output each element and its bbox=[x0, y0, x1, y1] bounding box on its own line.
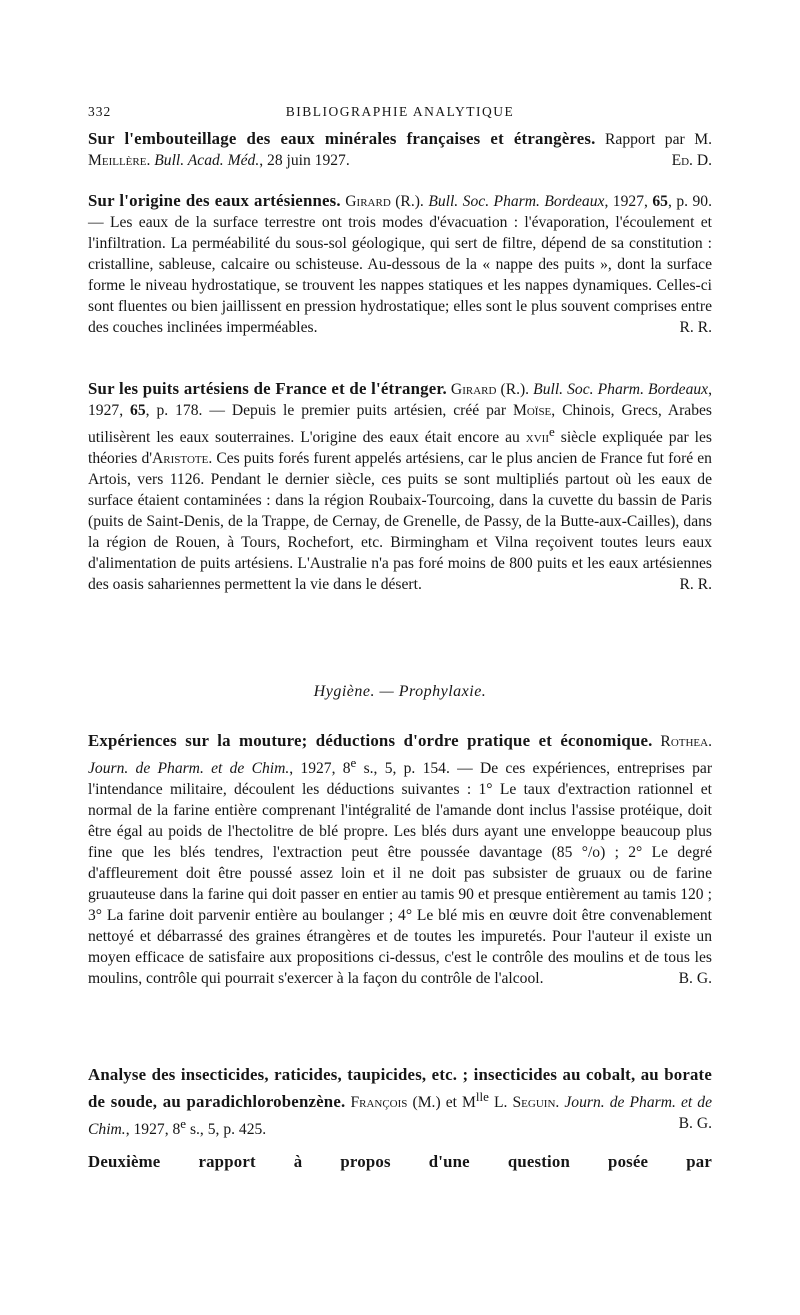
entry-title: Analyse des insecticides, raticides, taupicides, etc. ; insecticides au cobalt, au borate de soude, au paradichlorobenzène. bbox=[88, 1065, 712, 1112]
entry-reference: , p. 178. — bbox=[145, 402, 232, 419]
superscript: e bbox=[350, 755, 357, 770]
volume-number: 65 bbox=[652, 193, 668, 210]
journal-name: Bull. Soc. Pharm. Bordeaux bbox=[533, 381, 709, 398]
entry-eaux-artesiennes bbox=[88, 190, 712, 338]
entry-body: , Chinois, Grecs, Arabes utilisèrent les eaux souterraines. L'origine des eaux était encore au bbox=[88, 402, 712, 447]
entry-title: Sur les puits artésiens de France et de l'étranger. bbox=[88, 379, 447, 398]
author-name: Girard bbox=[446, 381, 497, 398]
entry-insecticides bbox=[88, 1064, 712, 1140]
entry-reference: (R.). bbox=[390, 193, 429, 210]
entry-puits-artesiens bbox=[88, 378, 712, 595]
journal-name: Bull. Acad. Méd. bbox=[154, 152, 260, 169]
entry-reference: L. bbox=[488, 1094, 513, 1112]
journal-name: Bull. Soc. Pharm. Bordeaux bbox=[428, 193, 605, 210]
entry-body: De ces expériences, entreprises par l'intendance militaire, découlent les déductions suivantes : 1° Le taux d'extraction rationnel et normal de la farine entière comprenant l'intégralité de l'amande dont inclus l'assise protéique, doit être égal au poids de l'hectolitre de blé propre. Les blés durs ayant une enveloppe beaucoup plus fine que les blés tendres, l'extraction peut être poussée davantage (85 °/o) ; 2° Le degré d'affleurement doit être poussé assez loin et il ne doit pas subsister de gruaux ou de farine gruauteuse dans la farine qui doit passer en entier au tamis 90 et presque entièrement au tamis 120 ; 3° La farine doit parvenir entière au boulanger ; 4° Le blé mis en œuvre doit être convenablement nettoyé et débarrassé des graines étrangères et de toutes les impuretés. Pour l'auteur il existe un moyen efficace de satisfaire aux propositions ci-dessus, c'est le contrôle des moulins et de tous les moulins, contrôle qui pourrait s'exercer à la façon du contrôle de l'alcool. bbox=[88, 760, 713, 988]
entry-title: Sur l'embouteillage des eaux minérales françaises et étrangères. bbox=[88, 129, 596, 148]
name-moise: Moïse bbox=[512, 402, 552, 419]
author-name: Seguin bbox=[512, 1094, 556, 1112]
signature: R. R. bbox=[679, 576, 712, 594]
entry-reference: , 1927, 8 bbox=[289, 760, 351, 778]
superscript: e bbox=[549, 424, 555, 439]
section-heading: Hygiène. — Prophylaxie. bbox=[313, 683, 487, 700]
page-number: 332 bbox=[88, 104, 112, 119]
volume-number: 65 bbox=[130, 402, 146, 419]
signature: B. G. bbox=[678, 970, 712, 988]
entry-title: Sur l'origine des eaux artésiennes. bbox=[88, 191, 341, 210]
entry-reference: , 1927, bbox=[604, 193, 653, 210]
running-title: BIBLIOGRAPHIE ANALYTIQUE bbox=[285, 104, 515, 119]
entry-body: . Ces puits forés furent appelés artésiens, car le plus ancien de France fut foré en Artois, vers 1126. Pendant le dernier siècle, ces puits se sont multipliés partout où les eaux de surface étaient contaminées : dans la région Roubaix-Tourcoing, dans la cuvette du bassin de Paris (puits de Saint-Denis, de la Trappe, de Cernay, de Grenelle, de Passy, de la Butte-aux-Cailles), dans la région de Rouen, à Tours, Rochefort, etc. Birmingham et Vilna reçoivent toutes leurs eaux d'alimentation de puits artésiens. L'Australie n'a pas foré moins de 800 puits et les eaux artésiennes des oasis sahariennes permettent la vie dans le désert. bbox=[88, 450, 712, 594]
entry-body: Les eaux de la surface terrestre ont trois modes d'évacuation : l'évaporation, l'écoulement et l'infiltration. La perméabilité du sous-sol géologique, qui sert de filtre, dépend de sa constitution : cristalline, sableuse, calcaire ou schisteuse. Au-dessous de la « nappe des puits », dont la surface forme le niveau hydrostatique, se trouvent les nappes statiques et les nappes dynamiques. Celles-ci sont fluentes ou bien jaillissent en pression hydrostatique; elles sont le plus souvent comprises entre des couches inclinées imperméables. bbox=[88, 214, 712, 336]
entry-reference: . bbox=[146, 152, 155, 169]
journal-name: Journ. de Pharm. et de Chim. bbox=[88, 760, 290, 778]
superscript: e bbox=[180, 1116, 187, 1132]
author-name: François bbox=[350, 1094, 408, 1112]
entry-title: Deuxième rapport à propos d'une question posée par bbox=[88, 1152, 712, 1171]
entry-reference: , 1927, 8 bbox=[125, 1121, 181, 1139]
entry-reference: . bbox=[708, 733, 712, 750]
entry-body: Depuis le premier puits artésien, créé par bbox=[231, 402, 513, 419]
entry-reference: s., 5, p. 154. — bbox=[356, 760, 480, 778]
entry-reference: (M.) et M bbox=[407, 1094, 476, 1112]
signature: R. R. bbox=[679, 319, 712, 336]
entry-embouteillage bbox=[88, 128, 712, 171]
entry-reference: , 28 juin 1927. bbox=[259, 152, 350, 169]
entry-deuxieme-rapport bbox=[88, 1151, 712, 1173]
entry-body: siècle expliquée par les théories d' bbox=[88, 429, 712, 468]
century-numeral: xvii bbox=[525, 429, 550, 447]
name-aristote: Aristote bbox=[152, 450, 209, 468]
signature: B. G. bbox=[678, 1115, 712, 1133]
author-name: Rothea bbox=[652, 733, 709, 750]
entry-reference: . bbox=[555, 1094, 565, 1112]
author-name: Meillère bbox=[88, 152, 147, 169]
page-header bbox=[88, 104, 712, 126]
entry-title: Expériences sur la mouture; déductions d'ordre pratique et économique. bbox=[88, 731, 653, 750]
entry-mouture bbox=[88, 730, 712, 989]
entry-reference: , p. 90. — bbox=[88, 193, 713, 231]
entry-reference: s., 5, p. 425. bbox=[186, 1121, 267, 1139]
entry-reference: (R.). bbox=[496, 381, 534, 398]
entry-reference: Rapport par M. bbox=[595, 131, 712, 148]
signature: Ed. D. bbox=[671, 152, 712, 169]
author-name: Girard bbox=[340, 193, 391, 210]
journal-name: Journ. de Pharm. et de Chim. bbox=[88, 1094, 712, 1139]
superscript: lle bbox=[475, 1089, 489, 1104]
entry-reference: , 1927, bbox=[88, 381, 712, 419]
